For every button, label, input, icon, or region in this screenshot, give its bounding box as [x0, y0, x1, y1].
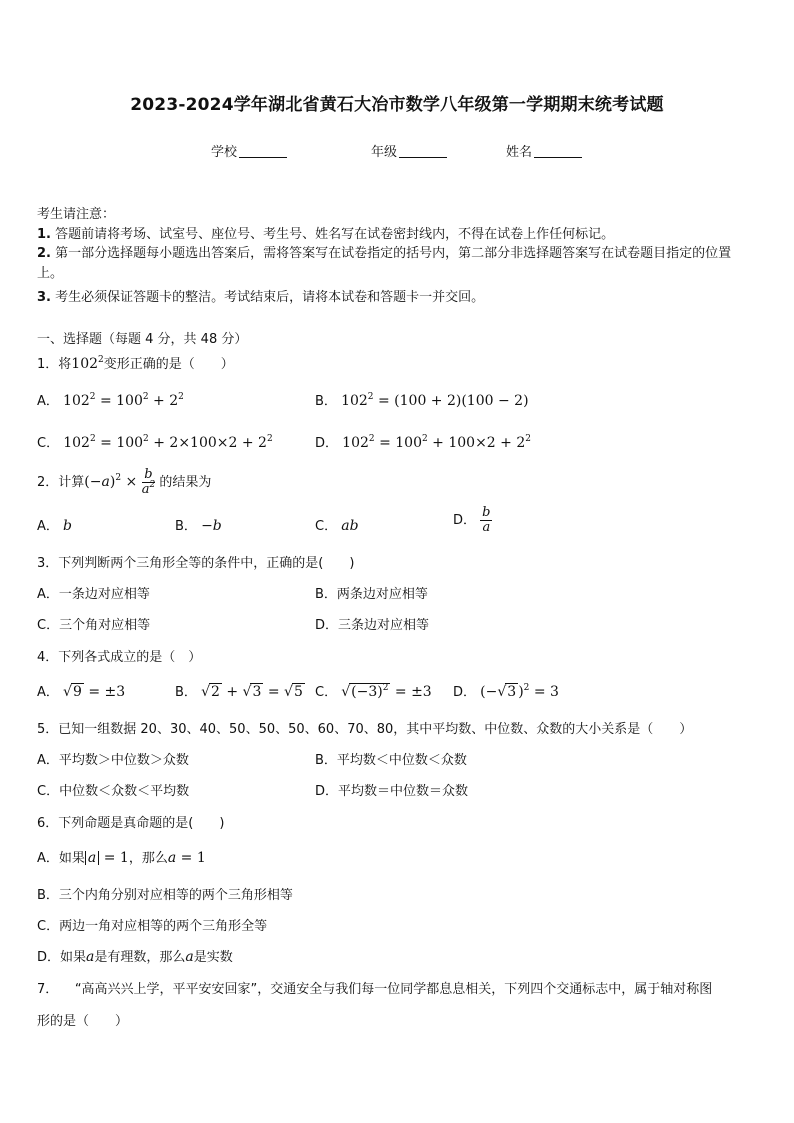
q6-option-b: B．三个内角分别对应相等的两个三角形相等 — [37, 888, 293, 903]
q1-option-b: B． $102^2 = (100 + 2)(100 - 2)$ — [315, 392, 529, 409]
q3-option-a: A．一条边对应相等 — [37, 587, 150, 602]
q1-option-d: D． $102^2 = 100^2 + 100\times 2 + 2^2$ — [315, 434, 531, 451]
question-1: 1．将$102^2$变形正确的是（ ） — [37, 355, 234, 372]
school-field: 学校 — [211, 141, 287, 160]
q6-option-a: A．如果 a = 1，那么a = 1 — [37, 850, 206, 866]
page-title: 2023-2024学年湖北省黄石大冶市数学八年级第一学期期末统考试题 — [130, 95, 664, 115]
question-7: 7． “高高兴兴上学，平平安安回家”，交通安全与我们每一位同学都息息相关，下列四个交通标志中，属于轴对称图 — [37, 982, 713, 997]
q4-option-b: B． √2 + √3 = √5 — [175, 684, 303, 700]
question-4: 4．下列各式成立的是（ ） — [37, 650, 202, 665]
notice-item-1: 1. 答题前请将考场、试室号、座位号、考生号、姓名写在试卷密封线内，不得在试卷上作任何标记。 — [37, 227, 615, 242]
q1-option-a: A． $102^2 = 100^2 + 2^2$ — [37, 392, 184, 409]
question-5: 5．已知一组数据 20、30、40、50、50、50、60、70、80，其中平均数、中位数、众数的大小关系是（ ） — [37, 722, 693, 737]
q6-option-d: D．如果a是有理数，那么a是实数 — [37, 949, 233, 965]
question-7-cont: 形的是（ ） — [37, 1014, 129, 1029]
q2-option-a: A． b — [37, 518, 73, 534]
q4-option-c: C． $√(-3)^2 = \pm 3$ — [315, 683, 432, 700]
grade-field: 年级 — [371, 141, 447, 160]
q5-option-a: A．平均数＞中位数＞众数 — [37, 753, 189, 768]
notice-item-3: 3. 考生必须保证答题卡的整洁。考试结束后，请将本试卷和答题卡一并交回。 — [37, 290, 485, 305]
q2-option-c: C． ab — [315, 518, 359, 534]
q4-option-a: A． √9 = ±3 — [37, 684, 126, 700]
q2-option-b: B． −b — [175, 518, 222, 534]
q3-option-b: B．两条边对应相等 — [315, 587, 428, 602]
notice-item-2: 2. 第一部分选择题每小题选出答案后，需将答案写在试卷指定的括号内，第二部分非选择题答案写在试卷题目指定的位置上。 — [37, 246, 732, 281]
question-2: 2．计算$(-a)^2$ × $\frac{b}{a^2}$ 的结果为 — [37, 467, 212, 497]
name-field: 姓名 — [506, 141, 582, 160]
q5-option-b: B．平均数＜中位数＜众数 — [315, 753, 467, 768]
notice-heading: 考生请注意： — [37, 207, 116, 222]
section-heading: 一、选择题（每题 4 分，共 48 分） — [37, 332, 248, 347]
q4-option-d: D． (−√3 )$^2$ = 3 — [453, 683, 559, 700]
question-3: 3．下列判断两个三角形全等的条件中，正确的是( ) — [37, 556, 355, 571]
q1-option-c: C． $102^2 = 100^2 + 2\times 100\times 2 + 2^2$ — [37, 434, 273, 451]
q6-option-c: C．两边一角对应相等的两个三角形全等 — [37, 919, 268, 934]
question-6: 6．下列命题是真命题的是( ) — [37, 816, 225, 831]
q3-option-c: C．三个角对应相等 — [37, 618, 151, 633]
q5-option-d: D．平均数＝中位数＝众数 — [315, 784, 469, 799]
q2-option-d: D． $\frac{b}{a}$ — [453, 505, 491, 535]
q5-option-c: C．中位数＜众数＜平均数 — [37, 784, 190, 799]
q3-option-d: D．三条边对应相等 — [315, 618, 430, 633]
